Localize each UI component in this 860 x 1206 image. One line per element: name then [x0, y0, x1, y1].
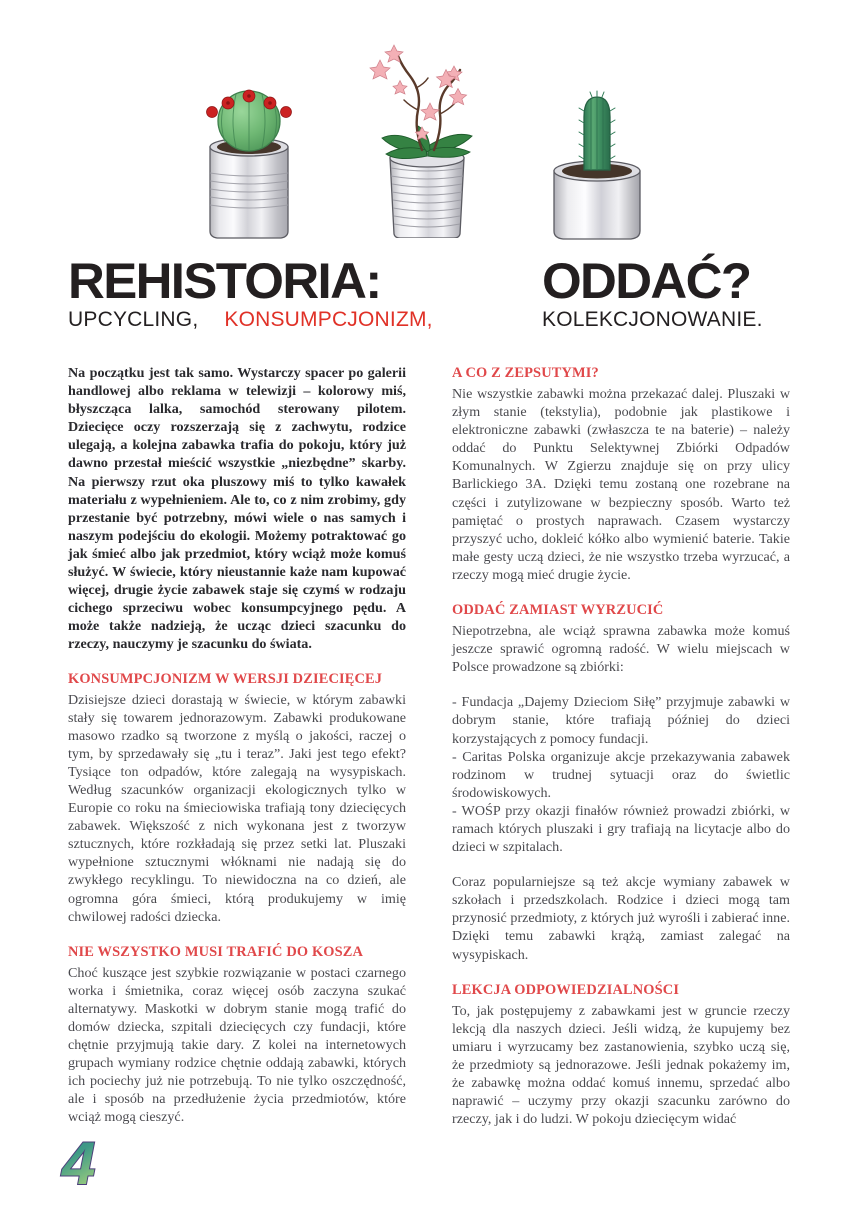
section-heading-lekcja-odpowiedzialnosci: LEKCJA ODPOWIEDZIALNOŚCI — [452, 981, 680, 998]
section-heading-nie-wszystko: NIE WSZYSTKO MUSI TRAFIĆ DO KOSZA — [68, 943, 364, 960]
page-number — [58, 1128, 118, 1196]
headline-right — [542, 253, 763, 332]
headline-right-title: ODDAĆ? — [542, 253, 751, 309]
article-column-right — [452, 364, 790, 1140]
headline-left-sub-accent: KONSUMPCJONIZM, — [224, 308, 433, 331]
illustration-band — [0, 30, 860, 245]
lead-paragraph: Na początku jest tak samo. Wystarczy spacer po galerii handlowej albo reklama w telewizji – kolorowy miś, błyszcząca lalka, samochód sterowany pilotem. Dziecięce oczy rozszerzają się z zachwytu, rodzice ulegają, a kolejna zabawka trafia do pokoju, który już dawno przestał mieścić wszystkie „niezbędne” skarby. Na pierwszy rzut oka pluszowy miś to tylko kawałek materiału z wypełnieniem. Ale to, co z nim zrobimy, gdy przestanie być potrzebny, mówi wiele o nas samych i naszym podejściu do ekologii. Możemy potraktować go jak śmieć albo jak przedmiot, który wciąż może komuś służyć. W świecie, który nieustannie każe nam kupować więcej, drugie życie zabawek staje się czymś w rodzaju cichego sprzeciwu wobec konsumpcyjnego pędu. A może także nadzieją, że ucząc dzieci szacunku do rzeczy, nauczymy je szacunku do świata. — [68, 365, 406, 653]
headline-left — [68, 253, 433, 332]
section-paragraph: Niepotrzebna, ale wciąż sprawna zabawka może komuś jeszcze sprawić ogromną radość. W wielu miejscach w Polsce prowadzone są zbiórki: — [452, 623, 790, 676]
headline-block — [0, 253, 860, 348]
collection-list-item: - Caritas Polska organizuje akcje przekazywania zabawek rodzinom w trudnej sytuacji oraz do świetlic środowiskowych. — [452, 748, 790, 801]
collection-list-item: - Fundacja „Dajemy Dzieciom Siłę” przyjmuje zabawki w dobrym stanie, które trafiają później do dzieci korzystających z pomocy fundacji. — [452, 694, 790, 747]
article-body — [0, 364, 860, 1194]
round-cactus-in-tin-can-illustration — [186, 85, 316, 250]
section-paragraph: Choć kuszące jest szybkie rozwiązanie w postaci czarnego worka i śmietnika, coraz więcej osób zaczyna szukać alternatywy. Maskotki w dobrym stanie mogą trafić do domów dziecka, szpitali dziecięcych czy fundacji, które chętnie przyjmują takie dary. Z kolei na internetowych grupach wymiany rodzice chętnie oddają zabawki, których ich pociechy już nie potrzebują. To nie tylko oszczędność, ale i sposób na przedłużenie życia przedmiotów, które wciąż mogą cieszyć. — [68, 964, 406, 1126]
headline-left-subtitle — [68, 308, 433, 332]
article-column-left — [68, 364, 406, 1139]
page-number-glyph: 4 — [62, 1130, 96, 1196]
section-paragraph: To, jak postępujemy z zabawkami jest w gruncie rzeczy lekcją dla naszych dzieci. Jeśli widzą, że kupujemy bez umiaru i wyrzucamy bez zastanowienia, szybko uczą się, że przedmioty są jednorazowe. Jeśli jednak pokażemy im, że zabawkę można oddać komuś innemu, sprzedać albo naprawić – uczymy przy okazji szacunku zarówno do rzeczy, jak i do ludzi. W pokoju dziecięcym widać — [452, 1002, 790, 1128]
section-heading-konsumpcjonizm: KONSUMPCJONIZM W WERSJI DZIECIĘCEJ — [68, 670, 383, 687]
section-paragraph: Nie wszystkie zabawki można przekazać dalej. Pluszaki w złym stanie (tekstylia), podobnie jak plastikowe i elektroniczne zabawki (zwłaszcza te na baterie) – należy oddać do Punktu Selektywnej Zbiórki Odpadów Komunalnych. W Zgierzu znajduje się on przy ulicy Barlickiego 3A. Dzięki temu zostaną one rozebrane na części i zutylizowane w bezpieczny sposób. Warto też pamiętać o prostych naprawach. Czasem wystarczy przyszyć ucho, dokleić kółko albo wymienić baterie. Takie małe gesty uczą dzieci, że nie wszystko trzeba wyrzucać, a rzeczy mogą mieć drugie życie. — [452, 386, 790, 583]
headline-left-title: REHISTORIA: — [68, 253, 381, 309]
section-paragraph: Dzisiejsze dzieci dorastają w świecie, w którym zabawki stały się towarem jednorazowym. Zabawki produkowane masowo rzadko są tworzone z myślą o jakości, raczej o tym, by sprzedawały się „tu i teraz”. Jaki jest tego efekt? Tysiące ton odpadów, które zalegają na wysypiskach. Według szacunków organizacji ekologicznych tylko w Europie co roku na śmieciowiska trafiają tony dziecięcych zabawek. Większość z nich wykonana jest z tworzyw sztucznych, które rozkładają się przez setki lat. Pluszaki wypełnione sztucznymi włóknami nie nadają się do zwykłego recyklingu. To niewidoczna na co dzień, ale ogromna góra śmieci, którą produkujemy w imię chwilowej radości dziecka. — [68, 691, 406, 925]
section-paragraph: Coraz popularniejsze są też akcje wymiany zabawek w szkołach i przedszkolach. Rodzice i dzieci mogą tam przynosić przedmioty, z których już wyrośli i zabierać inne. Dzięki temu zabawki krążą, zamiast zalegać na wysypiskach. — [452, 874, 790, 963]
headline-left-sub-part1: UPCYCLING, — [68, 308, 199, 331]
section-heading-a-co-z-zepsutymi: A CO Z ZEPSUTYMI? — [452, 365, 599, 381]
collection-list-item: - WOŚP przy okazji finałów również prowadzi zbiórki, w ramach których pluszaki i gry trafiają na licytacje albo do dzieci w szpitalach. — [452, 802, 790, 856]
headline-right-subtitle: KOLEKCJONOWANIE. — [542, 308, 763, 331]
section-heading-oddac-zamiast-wyrzucic: ODDAĆ ZAMIAST WYRZUCIĆ — [452, 602, 664, 619]
orchid-in-tin-can-illustration — [336, 38, 506, 243]
column-cactus-in-tin-can-illustration — [528, 75, 668, 250]
